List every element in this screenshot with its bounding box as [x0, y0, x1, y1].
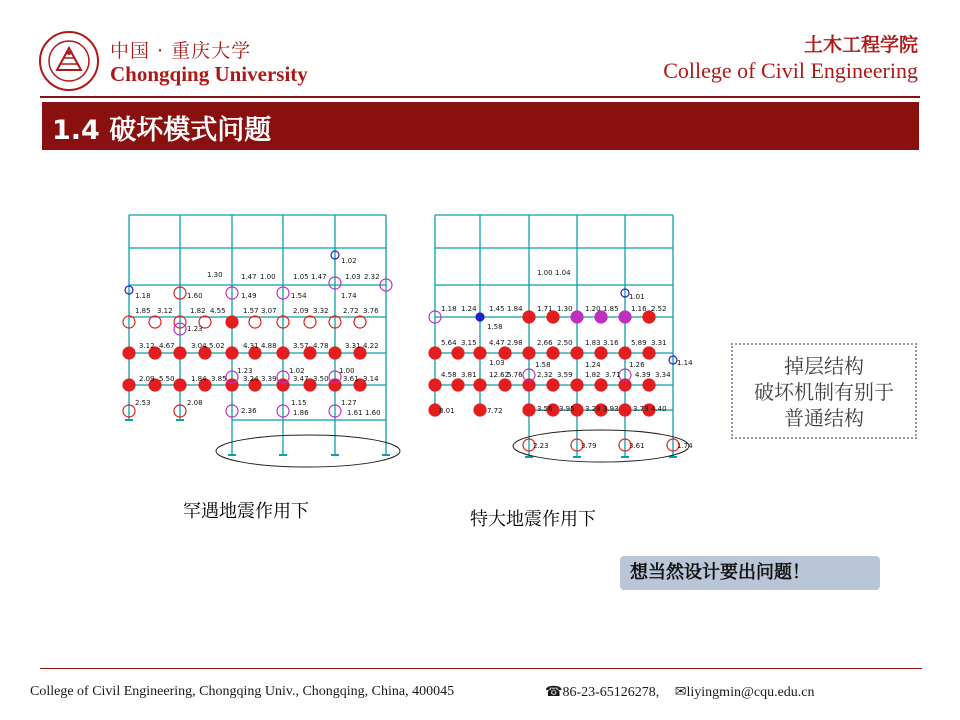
hinge-rotation-label: 5.64 [441, 339, 457, 347]
hinge-rotation-label: 3.28 [585, 405, 601, 413]
plastic-hinge-mark [277, 347, 289, 359]
hinge-rotation-label: 4.47 [489, 339, 505, 347]
caption-rare-earthquake: 罕遇地震作用下 [183, 501, 309, 522]
hinge-rotation-label: 1.84 [191, 375, 207, 383]
hinge-rotation-label: 3.61 [629, 442, 645, 450]
hinge-rotation-label: 1.57 [243, 307, 259, 315]
hinge-rotation-label: 1.54 [291, 292, 307, 300]
footer-address: College of Civil Engineering, Chongqing Univ., Chongqing, China, 400045 [30, 684, 455, 699]
hinge-rotation-label: 1.82 [585, 371, 601, 379]
plastic-hinge-mark [354, 316, 366, 328]
university-name-en: Chongqing University [110, 62, 308, 86]
plastic-hinge-mark [619, 404, 631, 416]
hinge-rotation-label: 3.57 [293, 342, 309, 350]
hinge-rotation-label: 1.00 [537, 269, 553, 277]
plastic-hinge-mark [174, 347, 186, 359]
plastic-hinge-mark [304, 316, 316, 328]
hinge-rotation-label: 1.82 [190, 307, 206, 315]
plastic-hinge-mark [226, 347, 238, 359]
hinge-rotation-label: 1.85 [135, 307, 151, 315]
footer-contact [545, 684, 815, 701]
plastic-hinge-mark [474, 347, 486, 359]
hinge-rotation-label: 2.08 [187, 399, 203, 407]
hinge-rotation-label: 4.31 [243, 342, 259, 350]
hinge-rotation-label: 4.40 [651, 405, 667, 413]
hinge-rotation-label: 1.03 [489, 359, 505, 367]
hinge-rotation-label: 1.20 [585, 305, 601, 313]
hinge-rotation-label: 1.30 [207, 271, 223, 279]
hinge-rotation-label: 1.01 [629, 293, 645, 301]
hinge-rotation-label: 1.86 [293, 409, 309, 417]
hinge-rotation-label: 1.27 [341, 399, 357, 407]
plastic-hinge-mark [474, 379, 486, 391]
hinge-rotation-label: 1.58 [535, 361, 551, 369]
hinge-rotation-label: 1.61 [347, 409, 363, 417]
plastic-hinge-mark [523, 311, 535, 323]
hinge-rotation-label: 12.62 [489, 371, 510, 379]
hinge-rotation-label: 4.78 [313, 342, 329, 350]
hinge-rotation-label: 1.15 [291, 399, 307, 407]
plastic-hinge-mark [523, 347, 535, 359]
hinge-rotation-label: 3.76 [363, 307, 379, 315]
plastic-hinge-mark [474, 404, 486, 416]
plastic-hinge-mark [547, 347, 559, 359]
plastic-hinge-mark [123, 379, 135, 391]
hinge-rotation-label: 1.83 [585, 339, 601, 347]
highlight-ellipse [216, 435, 400, 467]
plastic-hinge-mark [452, 379, 464, 391]
plastic-hinge-mark [149, 316, 161, 328]
plastic-hinge-mark [174, 379, 186, 391]
plastic-hinge-mark [619, 311, 631, 323]
plastic-hinge-mark [595, 379, 607, 391]
hinge-rotation-label: 1.26 [629, 361, 645, 369]
hinge-rotation-label: 2.53 [135, 399, 151, 407]
hinge-rotation-label: 3.34 [655, 371, 671, 379]
hinge-rotation-label: 1.03 [345, 273, 361, 281]
note-line-2: 破坏机制有别于 [754, 380, 894, 404]
hinge-rotation-label: 3.14 [363, 375, 379, 383]
plastic-hinge-mark [571, 311, 583, 323]
hinge-rotation-label: 5.02 [209, 342, 225, 350]
plastic-hinge-mark [249, 316, 261, 328]
hinge-rotation-label: 3.59 [557, 371, 573, 379]
hinge-rotation-label: 1.02 [289, 367, 305, 375]
university-seal-icon [38, 30, 100, 92]
hinge-rotation-label: 3.31 [651, 339, 667, 347]
hinge-rotation-label: 4.55 [210, 307, 226, 315]
hinge-rotation-label: 1.05 [293, 273, 309, 281]
hinge-rotation-label: 3.31 [345, 342, 361, 350]
hinge-rotation-label: 1.04 [555, 269, 571, 277]
plastic-hinge-mark [476, 313, 484, 321]
hinge-rotation-label: 1.02 [341, 257, 357, 265]
hinge-rotation-label: 3.71 [605, 371, 621, 379]
hinge-rotation-label: 1.18 [441, 305, 457, 313]
plastic-hinge-mark [429, 347, 441, 359]
hinge-rotation-label: 3.93 [603, 405, 619, 413]
plastic-hinge-mark [452, 347, 464, 359]
college-name-en: College of Civil Engineering [663, 58, 918, 83]
plastic-hinge-mark [619, 347, 631, 359]
note-line-3: 普通结构 [784, 406, 864, 430]
hinge-rotation-label: 2.66 [537, 339, 553, 347]
hinge-rotation-label: 3.73 [633, 405, 649, 413]
plastic-hinge-mark [571, 379, 583, 391]
hinge-rotation-label: 3.50 [313, 375, 329, 383]
hinge-rotation-label: 1.49 [241, 292, 257, 300]
hinge-rotation-label: 1.18 [135, 292, 151, 300]
hinge-rotation-label: 5.89 [631, 339, 647, 347]
hinge-rotation-label: 4.88 [261, 342, 277, 350]
hinge-rotation-label: 1.60 [365, 409, 381, 417]
caption-extreme-earthquake: 特大地震作用下 [470, 509, 596, 530]
hinge-rotation-label: 1.23 [237, 367, 253, 375]
hinge-rotation-label: 1.16 [631, 305, 647, 313]
plastic-hinge-mark [523, 404, 535, 416]
hinge-rotation-label: 3.07 [261, 307, 277, 315]
hinge-rotation-label: 4.67 [159, 342, 175, 350]
hinge-rotation-label: 3.79 [581, 442, 597, 450]
note-line-1: 掉层结构 [784, 354, 864, 378]
plastic-hinge-mark [123, 347, 135, 359]
hinge-rotation-label: 4.39 [635, 371, 651, 379]
hinge-rotation-label: 1.23 [187, 325, 203, 333]
college-name-cn: 土木工程学院 [803, 34, 918, 56]
hinge-rotation-label: 3.95 [559, 405, 575, 413]
hinge-rotation-label: 3.81 [461, 371, 477, 379]
hinge-rotation-label: 2.32 [537, 371, 553, 379]
hinge-rotation-label: 2.52 [651, 305, 667, 313]
hinge-rotation-label: 2.50 [557, 339, 573, 347]
hinge-rotation-label: 1.84 [507, 305, 523, 313]
hinge-rotation-label: 3.24 [243, 375, 259, 383]
mail-icon: ✉ [674, 685, 687, 700]
hinge-rotation-label: 2.32 [364, 273, 380, 281]
hinge-rotation-label: 3.39 [261, 375, 277, 383]
plastic-hinge-mark [547, 379, 559, 391]
hinge-rotation-label: 3.56 [537, 405, 553, 413]
hinge-rotation-label: 1.58 [487, 323, 503, 331]
hinge-rotation-label: 2.09 [293, 307, 309, 315]
hinge-rotation-label: 3.47 [293, 375, 309, 383]
hinge-rotation-label: 4.58 [441, 371, 457, 379]
footer-divider [40, 668, 922, 669]
plastic-hinge-mark [226, 316, 238, 328]
hinge-rotation-label: 5.50 [159, 375, 175, 383]
university-name-cn: 中国 · 重庆大学 [110, 40, 252, 62]
hinge-rotation-label: 1.71 [537, 305, 553, 313]
hinge-rotation-label: 3.04 [191, 342, 207, 350]
footer-phone: 86-23-65126278, [562, 685, 660, 700]
hinge-rotation-label: 3.32 [313, 307, 329, 315]
note-box [731, 343, 917, 439]
hinge-rotation-label: 3.16 [603, 339, 619, 347]
hinge-rotation-label: 1.47 [241, 273, 257, 281]
hinge-rotation-label: 1.45 [489, 305, 505, 313]
hinge-rotation-label: 1.00 [260, 273, 276, 281]
footer-email: liyingmin@cqu.edu.cn [686, 685, 815, 700]
plastic-hinge-mark [643, 379, 655, 391]
hinge-rotation-label: 3.85 [211, 375, 227, 383]
hinge-rotation-label: 3.61 [343, 375, 359, 383]
hinge-rotation-label: 2.23 [533, 442, 549, 450]
hinge-rotation-label: 5.76 [507, 371, 523, 379]
hinge-rotation-label: 2.72 [343, 307, 359, 315]
plastic-hinge-mark [499, 379, 511, 391]
hinge-rotation-label: 3.15 [461, 339, 477, 347]
hinge-rotation-label: 7.72 [487, 407, 503, 415]
hinge-rotation-label: 1.30 [557, 305, 573, 313]
hinge-rotation-label: 1.47 [311, 273, 327, 281]
hinge-rotation-label: 3.12 [157, 307, 173, 315]
plastic-hinge-mark [595, 347, 607, 359]
hinge-rotation-label: 1.24 [461, 305, 477, 313]
hinge-rotation-label: 2.09 [139, 375, 155, 383]
hinge-rotation-label: 4.22 [363, 342, 379, 350]
header-divider [40, 96, 920, 98]
frame-hinge-diagram [115, 205, 705, 480]
plastic-hinge-mark [329, 347, 341, 359]
hinge-rotation-label: 1.14 [677, 359, 693, 367]
hinge-rotation-label: 1.74 [677, 442, 693, 450]
hinge-rotation-label: 1.24 [585, 361, 601, 369]
hinge-rotation-label: 1.74 [341, 292, 357, 300]
hinge-rotation-label: 1.60 [187, 292, 203, 300]
plastic-hinge-mark [429, 379, 441, 391]
plastic-hinge-mark [571, 347, 583, 359]
hinge-rotation-label: 3.12 [139, 342, 155, 350]
hinge-rotation-label: 2.98 [507, 339, 523, 347]
hinge-rotation-label: 2.36 [241, 407, 257, 415]
slide-title: 1.4 破坏模式问题 [52, 115, 272, 146]
hinge-rotation-label: 1.00 [339, 367, 355, 375]
phone-icon: ☎ [545, 685, 563, 700]
hinge-rotation-label: 8.01 [439, 407, 455, 415]
callout-warning: 想当然设计要出问题！ [620, 556, 880, 590]
plastic-hinge-mark [643, 347, 655, 359]
plastic-hinge-mark [499, 347, 511, 359]
hinge-rotation-label: 1.85 [603, 305, 619, 313]
